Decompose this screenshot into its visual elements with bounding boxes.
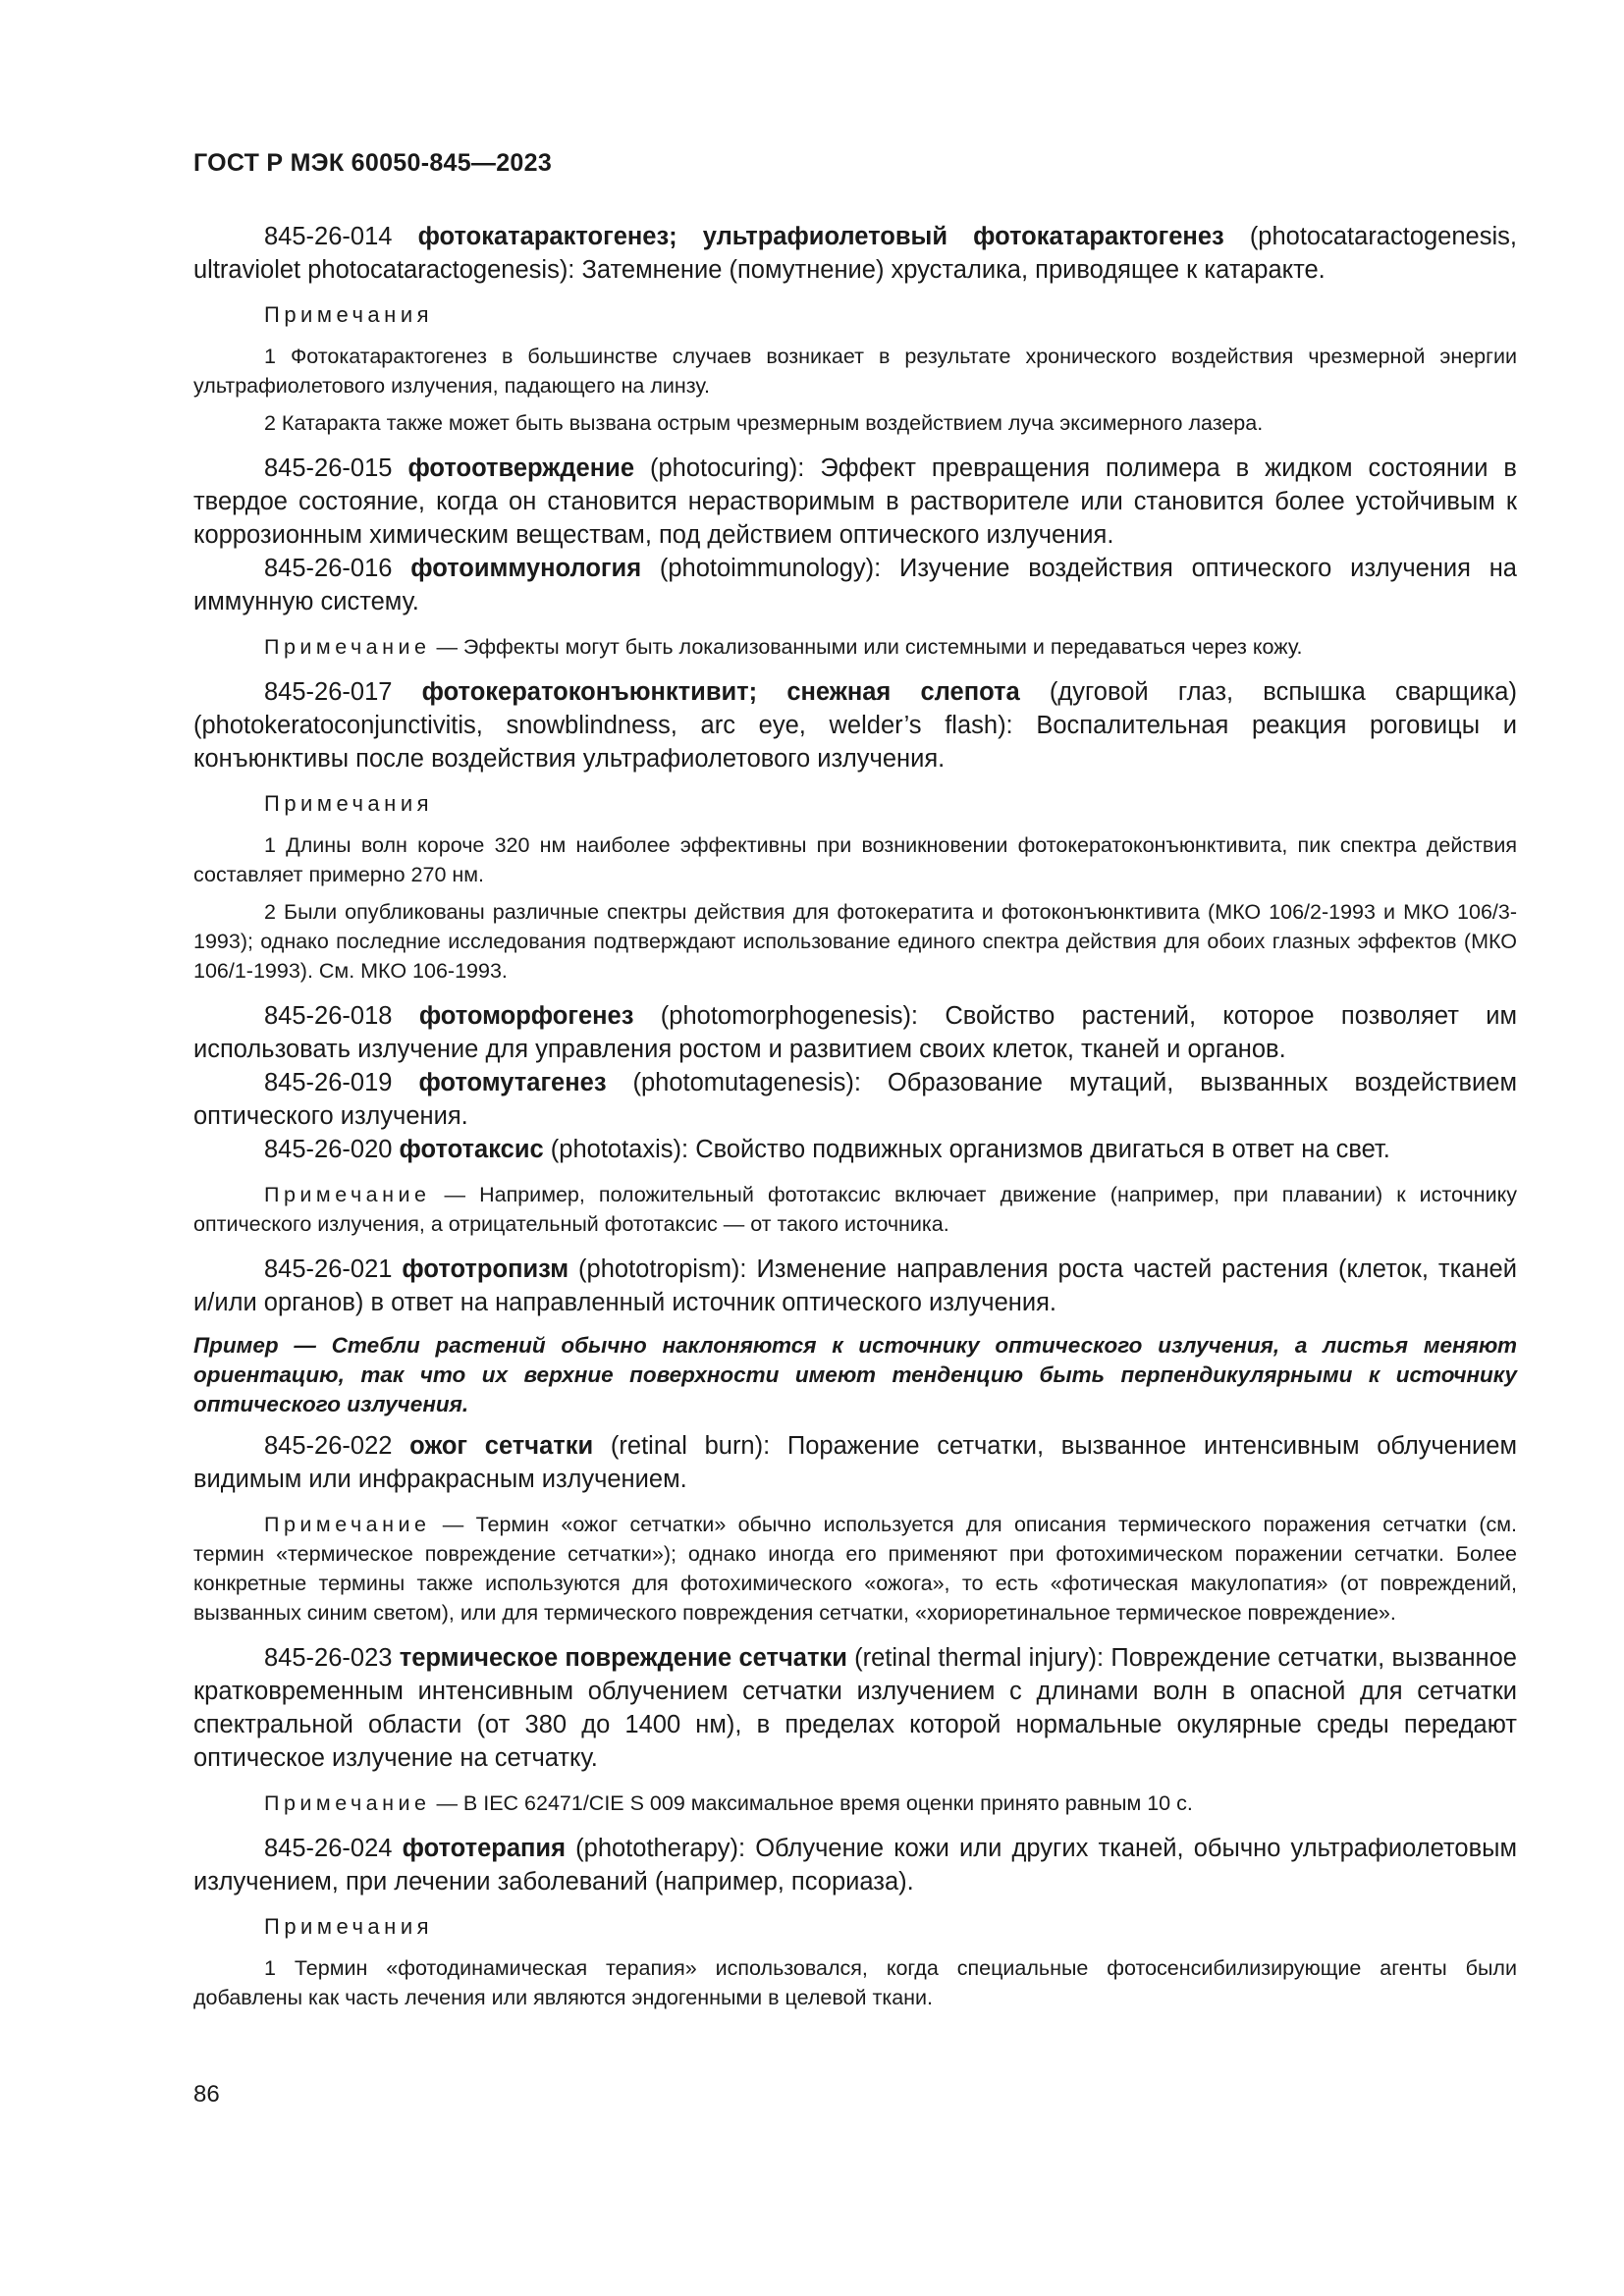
note-text: — Термин «ожог сетчатки» обычно используется для описания термического поражения сетчатки (см. термин «термическое повреждение сетчатки»); однако иногда его применяют при фотохимическом поражении сетчатки. Более конкретные термины также используются для фотохимического «ожога», то есть «фотическая макулопатия» (от повреждений, вызванных синим светом), или для термического повреждения сетчатки, «хориоретинальное термическое повреждение».: [193, 1513, 1517, 1625]
note-label: Примечание: [264, 1513, 431, 1536]
term-definition: (phototherapy): Облучение кожи или других тканей, обычно ультрафиолетовым излучением, при лечении заболеваний (например, псориаза).: [193, 1835, 1517, 1896]
term-title: фотоотверждение: [407, 454, 634, 482]
note: 2 Катаракта также может быть вызвана острым чрезмерным воздействием луча эксимерного лазера.: [264, 411, 1264, 435]
note-label: Примечание: [264, 635, 431, 659]
term-title: фотокератоконъюнктивит; снежная слепота: [421, 678, 1020, 706]
term-definition: (photomorphogenesis): Свойство растений, которое позволяет им использовать излучение для управления ростом и развитием своих клеток, тканей и органов.: [193, 1002, 1518, 1063]
note: 1 Термин «фотодинамическая терапия» использовался, когда специальные фотосенсибилизирующие агенты были добавлены как часть лечения или являются эндогенными в целевой ткани.: [193, 1956, 1517, 2009]
note-text: — Например, положительный фототаксис включает движение (например, при плавании) к источнику оптического излучения, а отрицательный фототаксис — от такого источника.: [193, 1183, 1518, 1236]
term-definition: (photomutagenesis): Образование мутаций, вызванных воздействием оптического излучения.: [193, 1069, 1517, 1130]
term-definition: (photocataractogenesis, ultraviolet photocataractogenesis): Затемнение (помутнение) хрусталика, приводящее к катаракте.: [193, 223, 1517, 284]
note: [193, 1510, 1517, 1628]
term-entry: [193, 1832, 1517, 1898]
note-label: Примечание: [264, 1791, 431, 1815]
term-number: 845-26-018: [264, 1002, 393, 1030]
note: 1 Длины волн короче 320 нм наиболее эффективны при возникновении фотокератоконъюнктивита, пик спектра действия составляет примерно 270 нм.: [193, 833, 1517, 886]
term-entry: [193, 452, 1517, 552]
term-title: фотоиммунология: [410, 555, 642, 582]
term-number: 845-26-024: [264, 1835, 393, 1862]
term-number: 845-26-015: [264, 454, 393, 482]
note: [193, 1789, 1517, 1818]
term-entry: [193, 1641, 1517, 1775]
term-definition: (phototropism): Изменение направления роста частей растения (клеток, тканей и/или органов) в ответ на направленный источник оптического излучения.: [193, 1255, 1517, 1316]
term-definition: (retinal thermal injury): Повреждение сетчатки, вызванное кратковременным интенсивным облучением сетчатки излучением с длинами волн в опасной для сетчатки спектральной области (от 380 до 1400 нм), в пределах которой нормальные окулярные среды передают оптическое излучение на сетчатку.: [193, 1644, 1517, 1772]
example: Пример — Стебли растений обычно наклоняются к источнику оптического излучения, а листья меняют ориентацию, так что их верхние поверхности имеют тенденцию быть перпендикулярными к источнику оптического излучения.: [193, 1333, 1517, 1416]
document-body: [193, 220, 1517, 2020]
term-definition: (дуговой глаз, вспышка сварщика) (photokeratoconjunctivitis, snowblindness, arc eye, welder’s flash): Воспалительная реакция роговицы и конъюнктивы после воздействия ультрафиолетового излучения.: [193, 678, 1517, 773]
term-entry: [193, 999, 1517, 1066]
term-title: ожог сетчатки: [409, 1432, 594, 1460]
document-header: ГОСТ Р МЭК 60050-845—2023: [193, 149, 553, 177]
term-number: 845-26-023: [264, 1644, 393, 1672]
page-number: 86: [193, 2081, 220, 2108]
term-title: фототаксис: [399, 1136, 544, 1163]
term-title: фотокатарактогенез; ультрафиолетовый фотокатарактогенез: [417, 223, 1224, 250]
term-entry: [193, 1429, 1517, 1496]
notes-heading: Примечания: [264, 1914, 434, 1939]
term-entry: [193, 552, 1517, 618]
term-title: фотомутагенез: [418, 1069, 607, 1096]
term-number: 845-26-020: [264, 1136, 393, 1163]
note: [193, 632, 1517, 662]
term-title: фототропизм: [402, 1255, 569, 1283]
term-number: 845-26-022: [264, 1432, 393, 1460]
term-definition: (photoimmunology): Изучение воздействия оптического излучения на иммунную систему.: [193, 555, 1517, 615]
term-entry: [193, 675, 1517, 775]
term-definition: (retinal burn): Поражение сетчатки, вызванное интенсивным облучением видимым или инфракрасным излучением.: [193, 1432, 1517, 1493]
term-entry: [193, 1133, 1517, 1166]
term-definition: (phototaxis): Свойство подвижных организмов двигаться в ответ на свет.: [550, 1136, 1390, 1163]
term-entry: [193, 220, 1517, 287]
term-number: 845-26-016: [264, 555, 393, 582]
term-title: термическое повреждение сетчатки: [399, 1644, 847, 1672]
term-title: фотоморфогенез: [418, 1002, 634, 1030]
note: 1 Фотокатарактогенез в большинстве случаев возникает в результате хронического воздействия чрезмерной энергии ультрафиолетового излучения, падающего на линзу.: [193, 345, 1517, 398]
note-text: — Эффекты могут быть локализованными или системными и передаваться через кожу.: [436, 635, 1303, 659]
note-text: — В IEC 62471/CIE S 009 максимальное время оценки принято равным 10 с.: [436, 1791, 1193, 1815]
term-number: 845-26-021: [264, 1255, 393, 1283]
note-label: Примечание: [264, 1183, 431, 1206]
term-entry: [193, 1253, 1517, 1319]
notes-heading: Примечания: [264, 302, 434, 327]
note: [193, 1180, 1517, 1239]
term-entry: [193, 1066, 1517, 1133]
note: 2 Были опубликованы различные спектры действия для фотокератита и фотоконъюнктивита (МКО 106/2-1993 и МКО 106/3-1993); однако последние исследования подтверждают использование единого спектра действия для обоих глазных эффектов (МКО 106/1-1993). См. МКО 106-1993.: [193, 900, 1517, 983]
term-title: фототерапия: [402, 1835, 566, 1862]
term-number: 845-26-019: [264, 1069, 393, 1096]
term-number: 845-26-014: [264, 223, 393, 250]
notes-heading: Примечания: [264, 791, 434, 816]
term-definition: (photocuring): Эффект превращения полимера в жидком состоянии в твердое состояние, когда он становится нерастворимым в растворителе или становится более устойчивым к коррозионным химическим веществам, под действием оптического излучения.: [193, 454, 1517, 549]
term-number: 845-26-017: [264, 678, 393, 706]
